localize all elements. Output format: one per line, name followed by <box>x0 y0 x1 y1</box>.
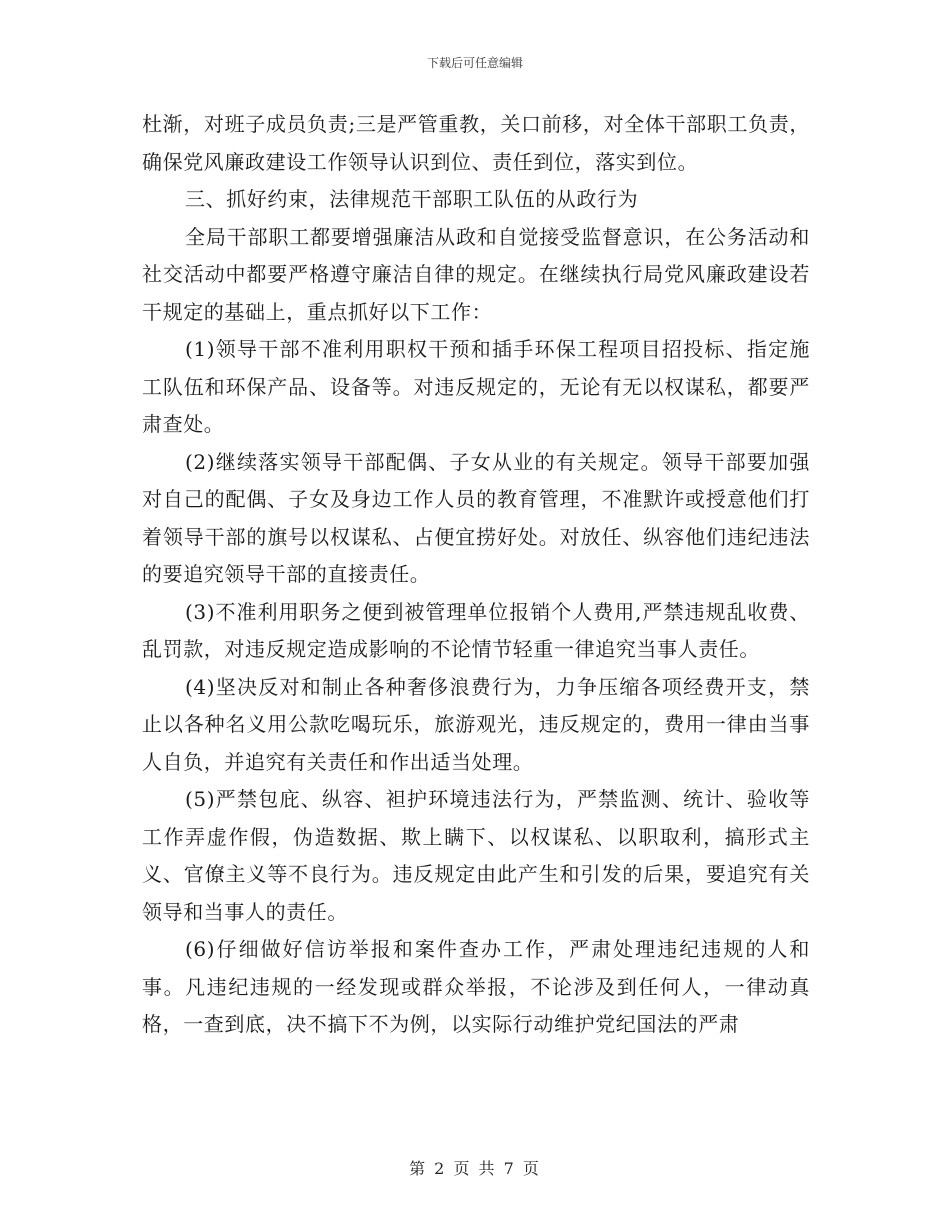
page-footer: 第 2 页 共 7 页 <box>409 1159 541 1178</box>
list-item: (6)仔细做好信访举报和案件查办工作，严肃处理违纪违规的人和事。凡违纪违规的一经发现或群众举报，不论涉及到任何人，一律动真格，一查到底，决不搞下不为例，以实际行动维护党纪国法的严肃 <box>142 937 810 1036</box>
page-header: 下载后可任意编辑 <box>426 56 523 70</box>
document-body <box>142 106 810 1044</box>
list-item: (3)不准利用职务之便到被管理单位报销个人费用,严禁违规乱收费、乱罚款，对违反规定造成影响的不论情节轻重一律追究当事人责任。 <box>142 599 810 661</box>
section-heading: 三、抓好约束，法律规范干部职工队伍的从政行为 <box>185 187 639 211</box>
list-item: (2)继续落实领导干部配偶、子女从业的有关规定。领导干部要加强对自己的配偶、子女及身边工作人员的教育管理，不准默许或授意他们打着领导干部的旗号以权谋私、占便宜捞好处。对放任、纵容他们违纪违法的要追究领导干部的直接责任。 <box>142 449 810 586</box>
list-item: (1)领导干部不准利用职权干预和插手环保工程项目招投标、指定施工队伍和环保产品、设备等。对违反规定的，无论有无以权谋私，都要严肃查处。 <box>142 337 810 436</box>
paragraph: 杜渐，对班子成员负责;三是严管重教，关口前移，对全体干部职工负责，确保党风廉政建设工作领导认识到位、责任到位，落实到位。 <box>142 112 810 174</box>
list-item: (4)坚决反对和制止各种奢侈浪费行为，力争压缩各项经费开支，禁止以各种名义用公款吃喝玩乐，旅游观光，违反规定的，费用一律由当事人自负，并追究有关责任和作出适当处理。 <box>142 674 810 774</box>
list-item: (5)严禁包庇、纵容、袒护环境违法行为，严禁监测、统计、验收等工作弄虚作假，伪造数据、欺上瞒下、以权谋私、以职取利，搞形式主义、官僚主义等不良行为。违反规定由此产生和引发的后果，要追究有关领导和当事人的责任。 <box>142 787 810 924</box>
paragraph: 全局干部职工都要增强廉洁从政和自觉接受监督意识，在公务活动和社交活动中都要严格遵守廉洁自律的规定。在继续执行局党风廉政建设若干规定的基础上，重点抓好以下工作： <box>142 224 810 324</box>
